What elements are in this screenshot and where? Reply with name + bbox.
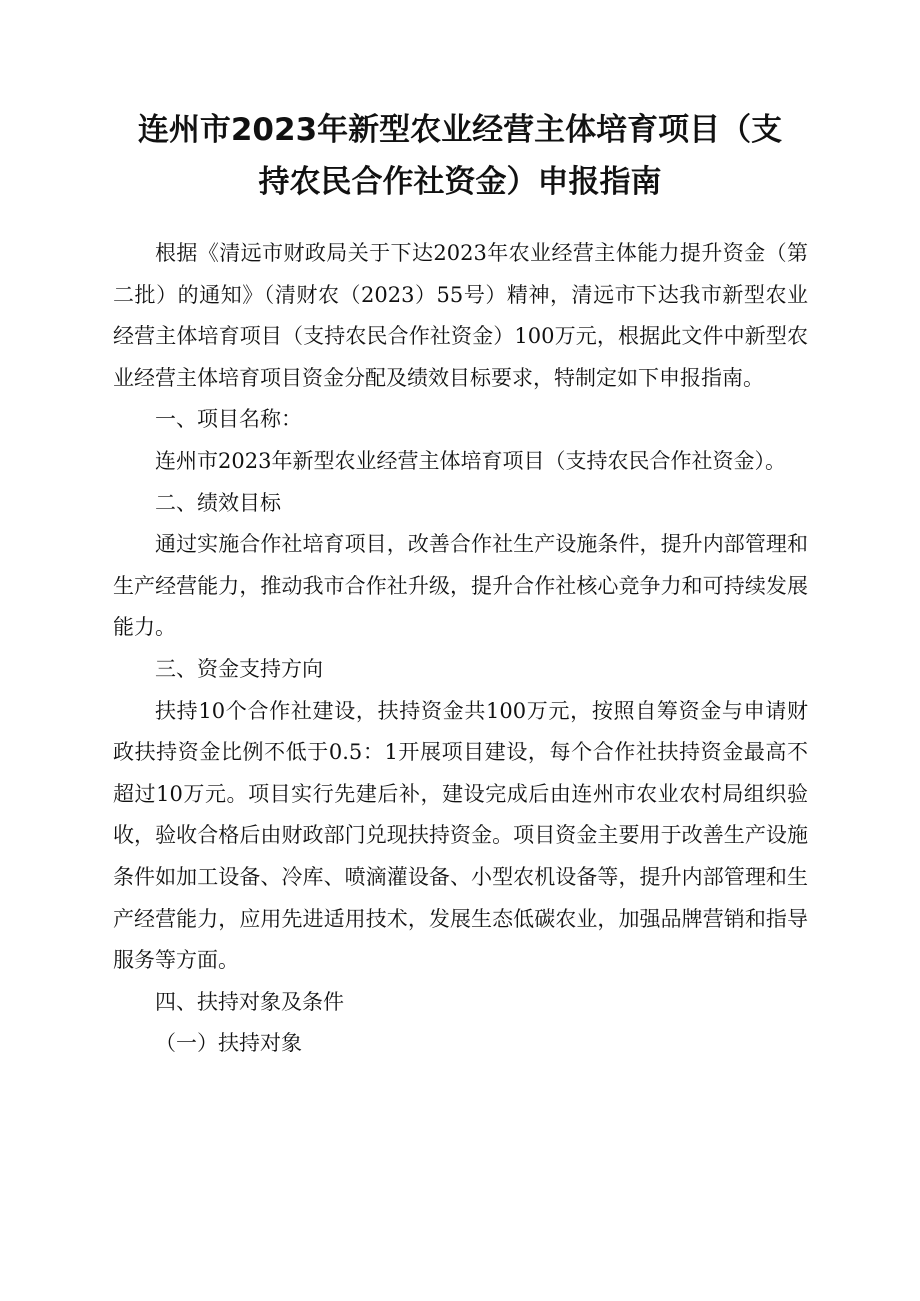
section-3-text: 扶持10个合作社建设，扶持资金共100万元，按照自筹资金与申请财政扶持资金比例不低于0.5：1开展项目建设，每个合作社扶持资金最高不超过10万元。项目实行先建后补，建设完成后由连州市农业农村局组织验收，验收合格后由财政部门兑现扶持资金。项目资金主要用于改善生产设施条件如加工设备、冷库、喷滴灌设备、小型农机设备等，提升内部管理和生产经营能力，应用先进适用技术，发展生态低碳农业，加强品牌营销和指导服务等方面。 [113, 698, 808, 973]
section-2-text: 通过实施合作社培育项目，改善合作社生产设施条件，提升内部管理和生产经营能力，推动我市合作社升级，提升合作社核心竞争力和可持续发展能力。 [113, 532, 808, 640]
title-line-1: 连州市2023年新型农业经营主体培育项目（支 [137, 112, 783, 148]
title-line-2: 持农民合作社资金）申报指南 [258, 164, 662, 200]
section-3-heading: 三、资金支持方向 [155, 656, 323, 681]
section-4-subheading-1: （一）扶持对象 [155, 1031, 302, 1056]
section-1-text: 连州市2023年新型农业经营主体培育项目（支持农民合作社资金）。 [155, 448, 786, 473]
section-1-heading: 一、项目名称： [155, 407, 302, 432]
document-body [113, 233, 808, 1065]
section-4-heading: 四、扶持对象及条件 [155, 989, 344, 1014]
section-2-heading: 二、绩效目标 [155, 490, 281, 515]
intro-paragraph: 根据《清远市财政局关于下达2023年农业经营主体能力提升资金（第二批）的通知》（清财农（2023）55号）精神，清远市下达我市新型农业经营主体培育项目（支持农民合作社资金）100万元，根据此文件中新型农业经营主体培育项目资金分配及绩效目标要求，特制定如下申报指南。 [113, 241, 808, 390]
document-title [0, 104, 920, 208]
